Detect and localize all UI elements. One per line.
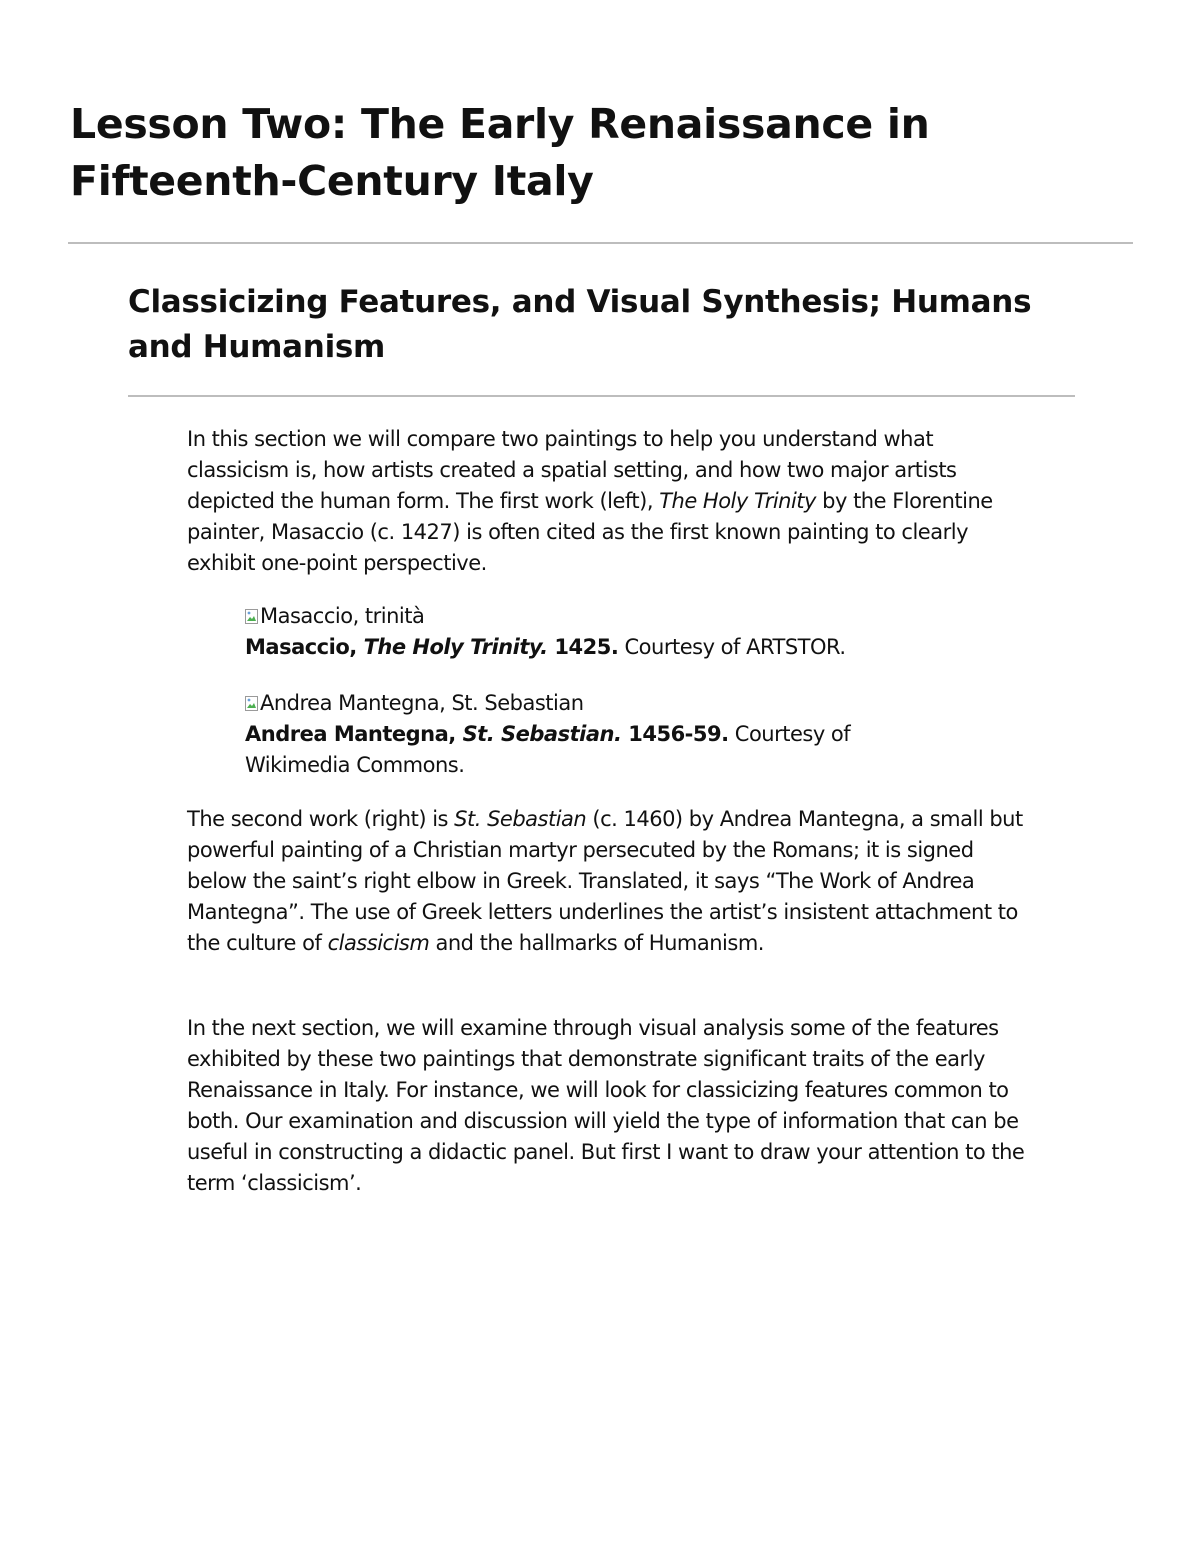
broken-image[interactable] — [245, 601, 945, 632]
section-divider — [128, 395, 1075, 397]
intro-text-a: In this section we will compare two paintings to help you understand what classicism is, how artists created a spatial setting, and how two major artists depicted the human form. The first work (left), — [187, 427, 957, 513]
section-title: Classicizing Features, and Visual Synthesis; Humans and Humanism — [128, 284, 1032, 365]
broken-image-icon — [245, 696, 259, 712]
figure-mantegna — [245, 688, 945, 781]
broken-image-icon — [245, 609, 259, 625]
mantegna-work-title: St. Sebastian — [454, 807, 587, 831]
figure-caption — [245, 719, 945, 781]
image-alt-text: Andrea Mantegna, St. Sebastian — [260, 691, 584, 715]
image-alt-text: Masaccio, trinità — [260, 604, 425, 628]
caption-year: 1425. — [547, 635, 619, 659]
mantegna-text-c: (c. 1460) by Andrea Mantegna, a small but powerful painting of a Christian martyr persecuted by the Romans; it is signed below the saint’s right elbow in Greek. Translated, it says “The Work of Andrea Mantegna”. The use of Greek letters underlines the artist’s insistent attachment to the culture of — [187, 807, 1023, 955]
caption-work: St. Sebastian. — [462, 722, 622, 746]
classicism-term: classicism — [327, 931, 430, 955]
caption-artist: Masaccio, — [245, 635, 364, 659]
caption-credit: Courtesy of ARTSTOR. — [618, 635, 846, 659]
mantegna-paragraph — [187, 804, 1032, 959]
figure-masaccio — [245, 601, 945, 663]
intro-paragraph — [187, 424, 1032, 579]
mantegna-text-a: The second work (right) is — [187, 807, 455, 831]
caption-work: The Holy Trinity. — [363, 635, 548, 659]
caption-year: 1456-59. — [621, 722, 729, 746]
intro-work-title: The Holy Trinity — [659, 489, 816, 513]
title-divider — [68, 242, 1133, 244]
page-title: Lesson Two: The Early Renaissance in Fifteenth-Century Italy — [70, 100, 930, 205]
caption-artist: Andrea Mantegna, — [245, 722, 463, 746]
mantegna-text-e: and the hallmarks of Humanism. — [429, 931, 764, 955]
next-section-paragraph: In the next section, we will examine through visual analysis some of the features exhibited by these two paintings that demonstrate significant traits of the early Renaissance in Italy. For instance, we will look for classicizing features common to both. Our examination and discussion will yield the type of information that can be useful in constructing a didactic panel. But first I want to draw your attention to the term ‘classicism’. — [187, 1016, 1025, 1195]
intro-text-c: by the Florentine painter, Masaccio (c. 1427) is often cited as the first known painting to clearly exhibit one-point perspective. — [187, 489, 993, 575]
caption-credit: Courtesy of Wikimedia Commons. — [245, 722, 851, 777]
broken-image[interactable] — [245, 688, 945, 719]
figure-caption — [245, 632, 945, 663]
